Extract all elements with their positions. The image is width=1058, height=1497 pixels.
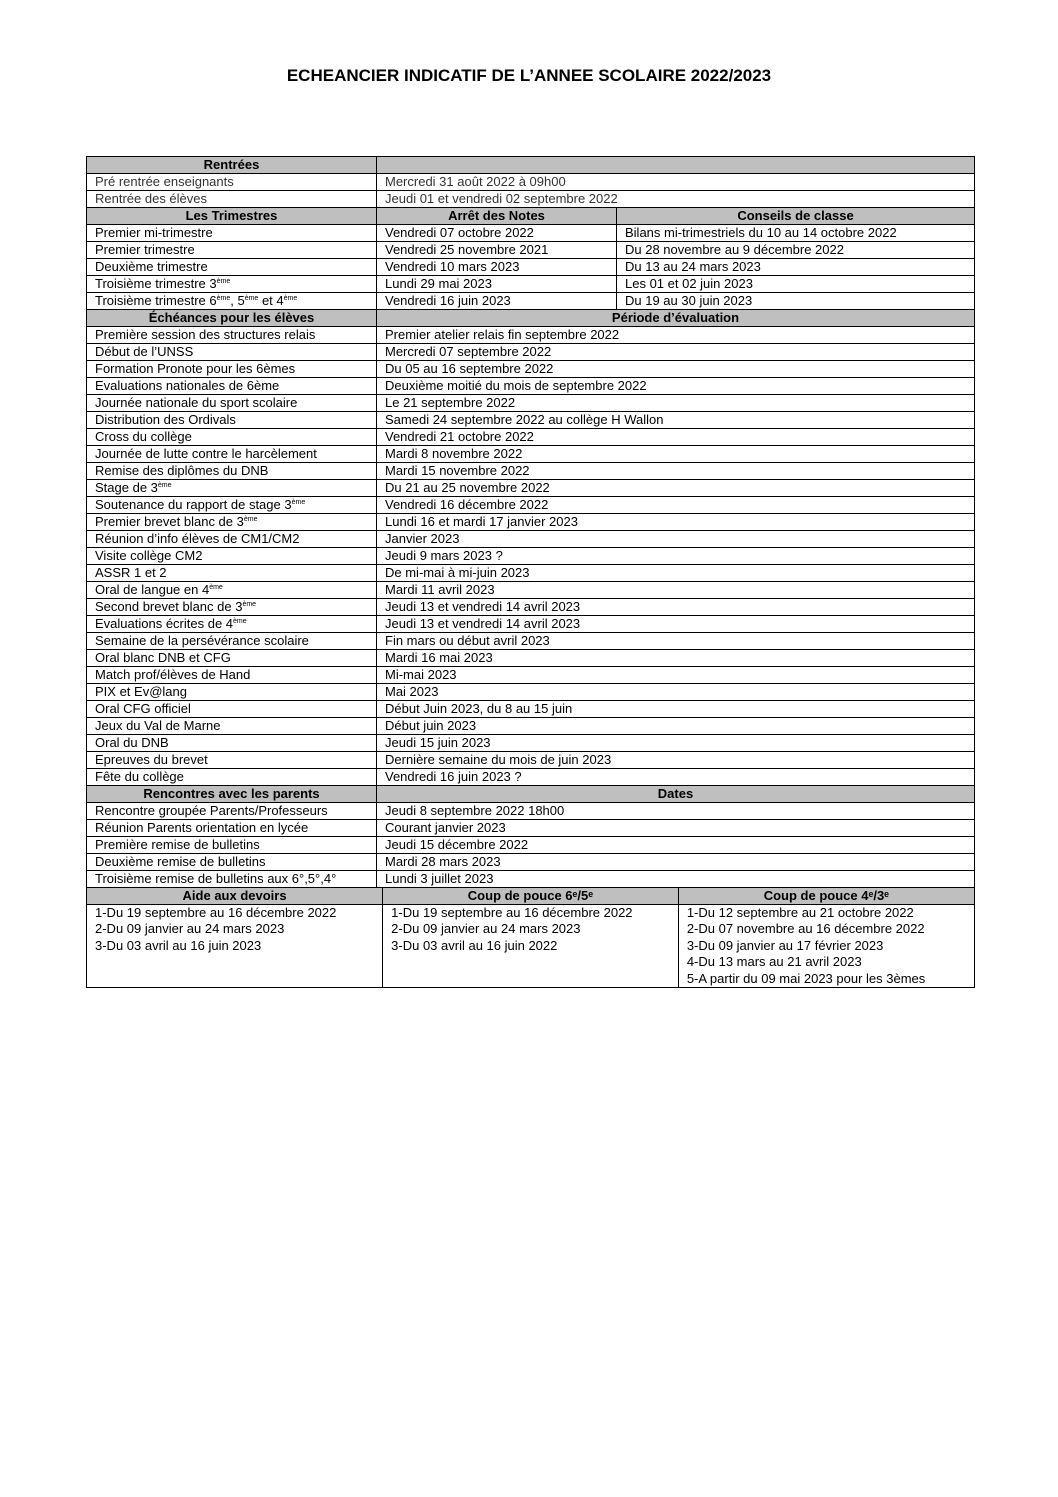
row-label xyxy=(87,344,377,361)
row-label xyxy=(87,735,377,752)
row-value xyxy=(377,684,975,701)
row-value-text: Deuxième moitié du mois de septembre 2022 xyxy=(385,378,647,393)
row-value xyxy=(377,718,975,735)
row-label-text: Premier trimestre xyxy=(95,242,195,257)
aide-body-row xyxy=(87,905,974,988)
row-notes xyxy=(377,293,617,310)
row-label xyxy=(87,854,377,871)
table-row xyxy=(87,633,975,650)
row-label xyxy=(87,820,377,837)
table-row xyxy=(87,650,975,667)
row-label-text: Jeux du Val de Marne xyxy=(95,718,221,733)
row-label-text: Réunion d’info élèves de CM1/CM2 xyxy=(95,531,300,546)
aide-period: 2-Du 07 novembre au 16 décembre 2022 xyxy=(686,921,925,937)
header-cell xyxy=(87,888,383,905)
row-value-text: Jeudi 13 et vendredi 14 avril 2023 xyxy=(385,599,581,614)
table-row xyxy=(87,480,975,497)
table-row xyxy=(87,599,975,616)
row-label-text: Journée de lutte contre le harcèlement xyxy=(95,446,317,461)
row-value-text: Jeudi 01 et vendredi 02 septembre 2022 xyxy=(385,191,618,206)
aide-column xyxy=(383,905,679,988)
table-row xyxy=(87,463,975,480)
header-cell xyxy=(383,888,679,905)
row-value xyxy=(377,497,975,514)
aide-period: 2-Du 09 janvier au 24 mars 2023 xyxy=(95,921,285,937)
header-cell-text: Coup de pouce 6ᵉ/5ᵉ xyxy=(467,888,594,903)
row-label-text: Oral de langue en 4 xyxy=(95,582,210,597)
aide-column xyxy=(87,905,383,988)
row-label xyxy=(87,429,377,446)
row-label-text: Troisième trimestre 6 xyxy=(95,293,217,308)
table-row xyxy=(87,565,975,582)
row-value-text: Jeudi 15 décembre 2022 xyxy=(385,837,529,852)
row-notes xyxy=(377,242,617,259)
table-row xyxy=(87,701,975,718)
row-label-text: Premier mi-trimestre xyxy=(95,225,213,240)
row-value-text: Dernière semaine du mois de juin 2023 xyxy=(385,752,612,767)
table-row xyxy=(87,429,975,446)
section-header-parents xyxy=(87,786,975,803)
table-row xyxy=(87,854,975,871)
table-row xyxy=(87,361,975,378)
table-row xyxy=(87,395,975,412)
aide-period: 3-Du 03 avril au 16 juin 2023 xyxy=(95,937,262,953)
header-cell-text: Période d’évaluation xyxy=(611,310,740,325)
aide-period: 1-Du 12 septembre au 21 octobre 2022 xyxy=(686,905,914,920)
row-label-text: Fête du collège xyxy=(95,769,184,784)
row-label xyxy=(87,242,377,259)
row-label xyxy=(87,293,377,310)
row-notes-text: Vendredi 25 novembre 2021 xyxy=(385,242,549,257)
row-conseils xyxy=(617,242,975,259)
table-row xyxy=(87,735,975,752)
row-conseils-text: Du 28 novembre au 9 décembre 2022 xyxy=(625,242,844,257)
row-label xyxy=(87,616,377,633)
row-conseils-text: Bilans mi-trimestriels du 10 au 14 octobre 2022 xyxy=(625,225,897,240)
aide-table xyxy=(87,888,974,987)
row-value-text: Mardi 28 mars 2023 xyxy=(385,854,501,869)
row-label-text: Remise des diplômes du DNB xyxy=(95,463,269,478)
header-cell-text: Arrêt des Notes xyxy=(448,208,545,223)
superscript: ème xyxy=(216,295,231,302)
header-cell xyxy=(678,888,974,905)
header-cell xyxy=(617,208,975,225)
row-value xyxy=(377,463,975,480)
row-value xyxy=(377,531,975,548)
row-value xyxy=(377,667,975,684)
table-row xyxy=(87,752,975,769)
row-label-text: Première remise de bulletins xyxy=(95,837,260,852)
row-label-text: Première session des structures relais xyxy=(95,327,316,342)
table-row xyxy=(87,820,975,837)
table-row xyxy=(87,514,975,531)
row-label-text: Oral du DNB xyxy=(95,735,169,750)
header-cell xyxy=(377,310,975,327)
row-label xyxy=(87,752,377,769)
header-cell-text: Aide aux devoirs xyxy=(182,888,287,903)
row-value xyxy=(377,803,975,820)
row-label xyxy=(87,565,377,582)
row-label xyxy=(87,361,377,378)
row-value xyxy=(377,174,975,191)
header-cell-text: Dates xyxy=(657,786,694,801)
row-value xyxy=(377,752,975,769)
row-label-text: Rentrée des élèves xyxy=(95,191,208,206)
superscript: ème xyxy=(157,482,172,489)
row-label-text: Deuxième remise de bulletins xyxy=(95,854,266,869)
header-cell xyxy=(377,786,975,803)
row-label xyxy=(87,701,377,718)
row-value xyxy=(377,514,975,531)
header-cell-empty xyxy=(377,157,975,174)
table-row xyxy=(87,548,975,565)
row-label xyxy=(87,684,377,701)
row-value xyxy=(377,599,975,616)
header-cell-text: Coup de pouce 4ᵉ/3ᵉ xyxy=(763,888,890,903)
row-label xyxy=(87,633,377,650)
row-notes-text: Vendredi 07 octobre 2022 xyxy=(385,225,534,240)
row-label xyxy=(87,837,377,854)
row-label-text: Evaluations écrites de 4 xyxy=(95,616,234,631)
header-cell xyxy=(377,208,617,225)
row-label-text: PIX et Ev@lang xyxy=(95,684,187,699)
row-value xyxy=(377,633,975,650)
row-label xyxy=(87,667,377,684)
row-value-text: Vendredi 16 décembre 2022 xyxy=(385,497,549,512)
row-value-text: De mi-mai à mi-juin 2023 xyxy=(385,565,530,580)
aide-period: 2-Du 09 janvier au 24 mars 2023 xyxy=(391,921,581,937)
row-label-text: Match prof/élèves de Hand xyxy=(95,667,251,682)
aide-column xyxy=(678,905,974,988)
row-value xyxy=(377,395,975,412)
row-label xyxy=(87,769,377,786)
aide-period: 3-Du 09 janvier au 17 février 2023 xyxy=(686,937,884,953)
row-conseils xyxy=(617,293,975,310)
row-label xyxy=(87,531,377,548)
row-value xyxy=(377,616,975,633)
table-row xyxy=(87,446,975,463)
superscript: ème xyxy=(242,601,257,608)
row-label xyxy=(87,718,377,735)
table-row xyxy=(87,174,975,191)
row-value xyxy=(377,854,975,871)
table-row xyxy=(87,769,975,786)
aide-period: 4-Du 13 mars au 21 avril 2023 xyxy=(686,954,862,970)
superscript: ème xyxy=(233,618,247,625)
table-row xyxy=(87,276,975,293)
row-value-text: Courant janvier 2023 xyxy=(385,820,506,835)
row-value-text: Premier atelier relais fin septembre 2022 xyxy=(385,327,620,342)
row-label xyxy=(87,514,377,531)
table-row xyxy=(87,259,975,276)
row-value xyxy=(377,327,975,344)
row-label-text: Début de l’UNSS xyxy=(95,344,194,359)
row-label xyxy=(87,650,377,667)
header-cell-text: Conseils de classe xyxy=(737,208,854,223)
row-label-text: Visite collège CM2 xyxy=(95,548,203,563)
table-row xyxy=(87,616,975,633)
row-label-text: Réunion Parents orientation en lycée xyxy=(95,820,309,835)
row-value xyxy=(377,701,975,718)
row-label xyxy=(87,395,377,412)
row-value xyxy=(377,191,975,208)
table-row xyxy=(87,378,975,395)
label-part: et 4 xyxy=(258,293,284,308)
row-value xyxy=(377,344,975,361)
section-header-echeances xyxy=(87,310,975,327)
superscript: ème xyxy=(283,295,298,302)
row-value xyxy=(377,582,975,599)
row-value xyxy=(377,871,975,888)
row-label-text: Oral CFG officiel xyxy=(95,701,191,716)
row-label-text: Troisième trimestre 3 xyxy=(95,276,217,291)
aide-period: 5-A partir du 09 mai 2023 pour les 3èmes xyxy=(686,970,926,986)
header-cell xyxy=(87,310,377,327)
row-value-text: Le 21 septembre 2022 xyxy=(385,395,516,410)
header-cell xyxy=(87,208,377,225)
row-label-text: ASSR 1 et 2 xyxy=(95,565,167,580)
row-label-text: Distribution des Ordivals xyxy=(95,412,236,427)
row-notes xyxy=(377,225,617,242)
row-value-text: Samedi 24 septembre 2022 au collège H Wallon xyxy=(385,412,664,427)
row-value xyxy=(377,548,975,565)
table-row xyxy=(87,667,975,684)
superscript: ème xyxy=(209,584,223,591)
aide-period: 3-Du 03 avril au 16 juin 2022 xyxy=(391,937,558,953)
table-row xyxy=(87,412,975,429)
row-label-text: Epreuves du brevet xyxy=(95,752,208,767)
row-notes-text: Vendredi 10 mars 2023 xyxy=(385,259,520,274)
row-value-text: Jeudi 8 septembre 2022 18h00 xyxy=(385,803,565,818)
table-row xyxy=(87,582,975,599)
row-value-text: Vendredi 16 juin 2023 ? xyxy=(385,769,522,784)
row-value-text: Janvier 2023 xyxy=(385,531,460,546)
row-value-text: Début Juin 2023, du 8 au 15 juin xyxy=(385,701,573,716)
row-value xyxy=(377,480,975,497)
row-conseils-text: Du 19 au 30 juin 2023 xyxy=(625,293,753,308)
row-label-text: Journée nationale du sport scolaire xyxy=(95,395,298,410)
row-label xyxy=(87,327,377,344)
table-row xyxy=(87,871,975,888)
row-label xyxy=(87,276,377,293)
page-title: ECHEANCIER INDICATIF DE L’ANNEE SCOLAIRE 2022/2023 xyxy=(286,66,772,85)
row-value xyxy=(377,837,975,854)
row-value xyxy=(377,429,975,446)
superscript: ème xyxy=(291,499,306,506)
row-conseils xyxy=(617,225,975,242)
row-label-text: Cross du collège xyxy=(95,429,192,444)
table-row xyxy=(87,803,975,820)
aide-period: 1-Du 19 septembre au 16 décembre 2022 xyxy=(391,905,633,920)
row-label xyxy=(87,259,377,276)
row-value-text: Mardi 8 novembre 2022 xyxy=(385,446,523,461)
table-row xyxy=(87,684,975,701)
row-label xyxy=(87,378,377,395)
row-value xyxy=(377,565,975,582)
table-row xyxy=(87,242,975,259)
row-value-text: Mardi 11 avril 2023 xyxy=(385,582,495,597)
row-label xyxy=(87,174,377,191)
row-label-text: Evaluations nationales de 6ème xyxy=(95,378,280,393)
row-label-text: Semaine de la persévérance scolaire xyxy=(95,633,309,648)
header-cell-text: Échéances pour les élèves xyxy=(148,310,315,325)
superscript: ème xyxy=(243,516,258,523)
row-value-text: Lundi 3 juillet 2023 xyxy=(385,871,494,886)
row-value xyxy=(377,446,975,463)
row-value-text: Mercredi 07 septembre 2022 xyxy=(385,344,552,359)
header-cell-text: Les Trimestres xyxy=(185,208,278,223)
table-row xyxy=(87,293,975,310)
row-value xyxy=(377,650,975,667)
row-value-text: Mi-mai 2023 xyxy=(385,667,457,682)
row-label xyxy=(87,480,377,497)
row-label-text: Rencontre groupée Parents/Professeurs xyxy=(95,803,328,818)
table-row xyxy=(87,531,975,548)
table-row xyxy=(87,497,975,514)
header-cell-text: Rentrées xyxy=(203,157,260,172)
row-label xyxy=(87,412,377,429)
row-label-text: Stage de 3 xyxy=(95,480,158,495)
row-conseils xyxy=(617,276,975,293)
aide-holder xyxy=(87,888,975,988)
row-value-text: Mardi 16 mai 2023 xyxy=(385,650,493,665)
row-value-text: Du 05 au 16 septembre 2022 xyxy=(385,361,554,376)
row-label xyxy=(87,225,377,242)
row-conseils-text: Du 13 au 24 mars 2023 xyxy=(625,259,761,274)
section-header-aide xyxy=(87,888,974,905)
row-notes xyxy=(377,259,617,276)
row-label xyxy=(87,599,377,616)
superscript: ème xyxy=(244,295,259,302)
row-label-text: Formation Pronote pour les 6èmes xyxy=(95,361,296,376)
row-label xyxy=(87,582,377,599)
header-cell xyxy=(87,786,377,803)
row-notes xyxy=(377,276,617,293)
row-notes-text: Vendredi 16 juin 2023 xyxy=(385,293,511,308)
row-label xyxy=(87,548,377,565)
row-value-text: Jeudi 15 juin 2023 xyxy=(385,735,491,750)
row-label-text: Premier brevet blanc de 3 xyxy=(95,514,244,529)
table-row xyxy=(87,837,975,854)
row-value xyxy=(377,412,975,429)
row-value xyxy=(377,769,975,786)
row-value-text: Fin mars ou début avril 2023 xyxy=(385,633,550,648)
header-cell-text: Rencontres avec les parents xyxy=(143,786,320,801)
table-row xyxy=(87,191,975,208)
section-header-rentrees xyxy=(87,157,975,174)
row-label-text: Pré rentrée enseignants xyxy=(95,174,234,189)
row-conseils xyxy=(617,259,975,276)
row-value-text: Mai 2023 xyxy=(385,684,439,699)
row-label xyxy=(87,497,377,514)
superscript: ème xyxy=(216,278,231,285)
row-label xyxy=(87,871,377,888)
section-header-trimestres xyxy=(87,208,975,225)
row-value-text: Mardi 15 novembre 2022 xyxy=(385,463,530,478)
row-value-text: Jeudi 13 et vendredi 14 avril 2023 xyxy=(385,616,581,631)
row-value xyxy=(377,820,975,837)
table-row xyxy=(87,225,975,242)
row-label xyxy=(87,191,377,208)
row-value xyxy=(377,361,975,378)
row-value-text: Jeudi 9 mars 2023 ? xyxy=(385,548,503,563)
table-row xyxy=(87,718,975,735)
row-label-text: Second brevet blanc de 3 xyxy=(95,599,243,614)
label-part: , 5 xyxy=(230,293,245,308)
row-label xyxy=(87,803,377,820)
header-cell xyxy=(87,157,377,174)
row-value-text: Vendredi 21 octobre 2022 xyxy=(385,429,534,444)
row-value-text: Mercredi 31 août 2022 à 09h00 xyxy=(385,174,566,189)
schedule-body xyxy=(87,157,975,988)
aide-period: 1-Du 19 septembre au 16 décembre 2022 xyxy=(95,905,337,920)
row-label-text: Oral blanc DNB et CFG xyxy=(95,650,231,665)
row-conseils-text: Les 01 et 02 juin 2023 xyxy=(625,276,753,291)
row-label xyxy=(87,463,377,480)
row-value xyxy=(377,378,975,395)
row-value-text: Début juin 2023 xyxy=(385,718,477,733)
section-aide xyxy=(87,888,975,988)
table-row xyxy=(87,327,975,344)
row-value-text: Lundi 16 et mardi 17 janvier 2023 xyxy=(385,514,578,529)
row-notes-text: Lundi 29 mai 2023 xyxy=(385,276,492,291)
row-label xyxy=(87,446,377,463)
row-label-text: Soutenance du rapport de stage 3 xyxy=(95,497,292,512)
row-label-text: Troisième remise de bulletins aux 6°,5°,4° xyxy=(95,871,337,886)
row-value-text: Du 21 au 25 novembre 2022 xyxy=(385,480,550,495)
row-label-text: Deuxième trimestre xyxy=(95,259,208,274)
schedule-table xyxy=(86,156,975,988)
row-value xyxy=(377,735,975,752)
table-row xyxy=(87,344,975,361)
